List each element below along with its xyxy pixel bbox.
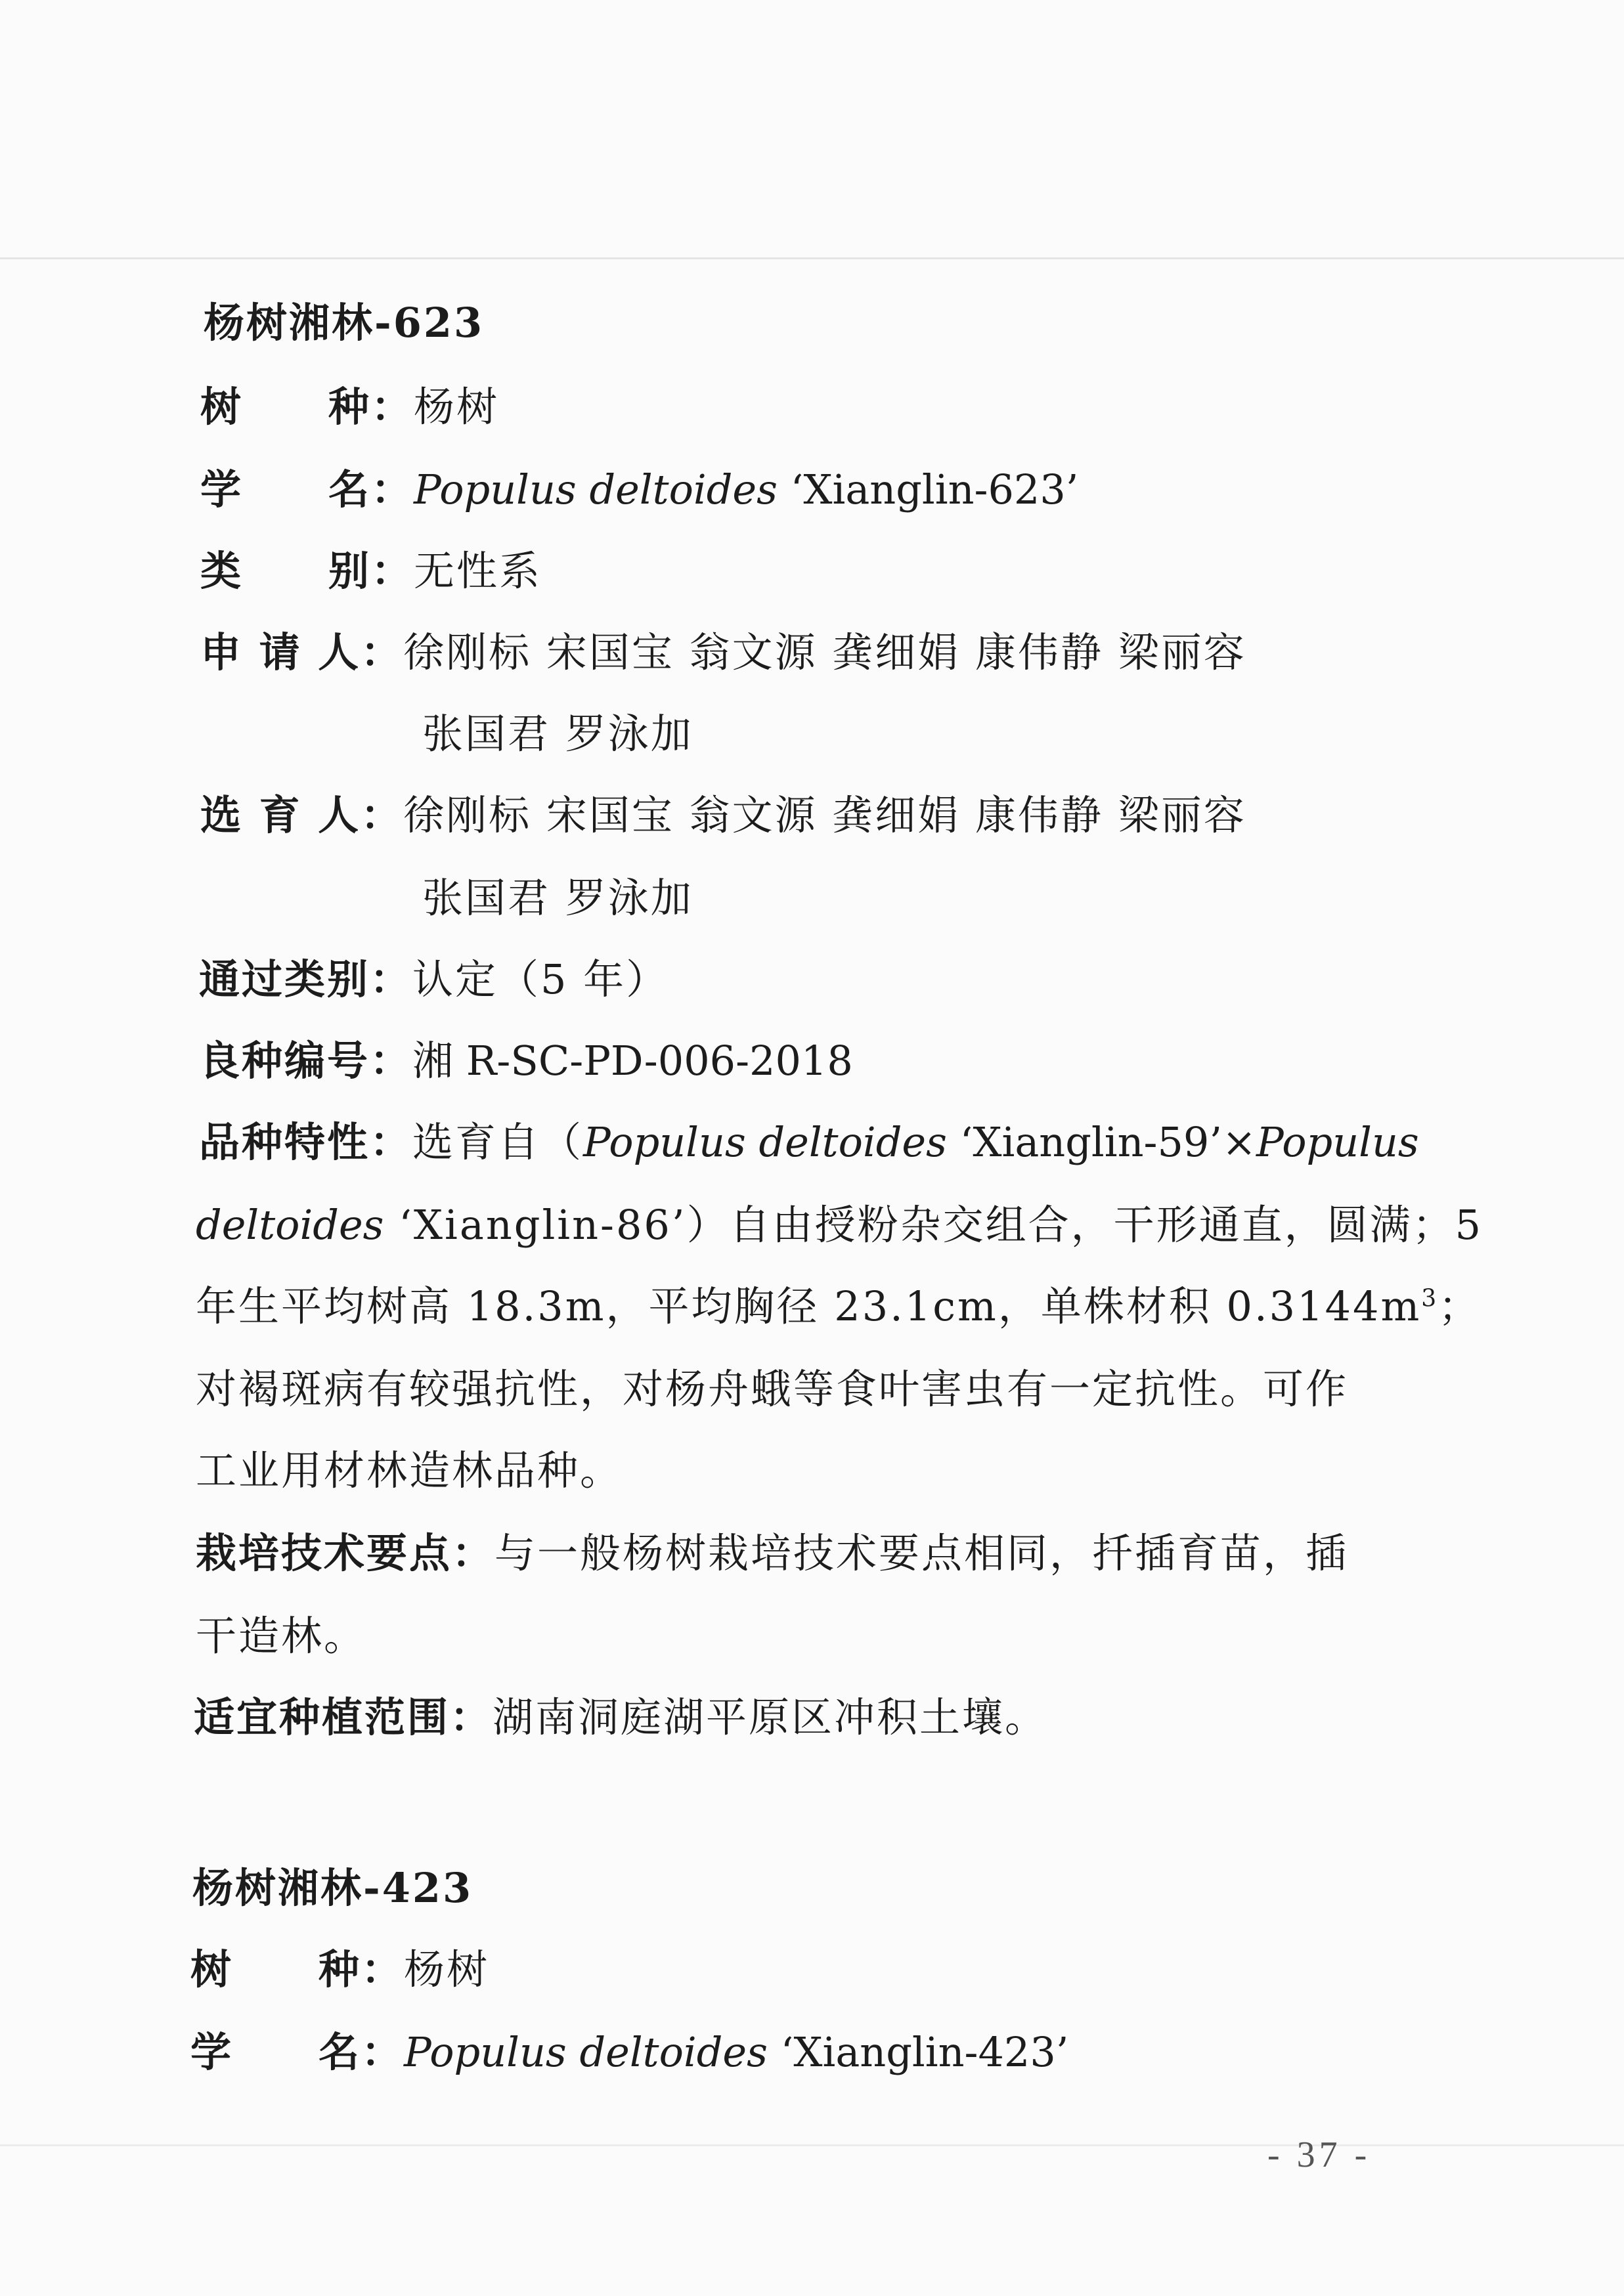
entry1-category-row [200, 545, 542, 597]
scan-line-bottom [0, 2144, 1624, 2146]
entry1-sci-row [200, 464, 1079, 516]
entry1-traits-l1-b: Populus deltoides [583, 1118, 947, 1166]
entry1-title: 杨树湘林-623 [204, 299, 485, 347]
entry1-breeder-line2: 张国君 罗泳加 [422, 874, 693, 922]
entry1-species-row [200, 381, 499, 433]
entry2-species-row [190, 1943, 489, 1996]
page-number: - 37 - [1267, 2134, 1371, 2175]
entry2-title: 杨树湘林-423 [192, 1864, 473, 1912]
entry1-cultivation-label: 栽培技术要点： [196, 1529, 495, 1577]
entry1-traits-l3-a: 年生平均树高 18.3m，平均胸径 23.1cm，单株材积 0.3144m [196, 1282, 1422, 1330]
entry2-sci-cultivar: ‘Xianglin-423’ [767, 2028, 1069, 2076]
entry1-traits-l1-d: Populus [1256, 1118, 1419, 1166]
entry1-species-label: 树 种： [200, 383, 414, 431]
entry1-traits-row [199, 1116, 1419, 1169]
entry1-category-value: 无性系 [414, 547, 542, 595]
entry1-code-label: 良种编号： [199, 1037, 413, 1085]
scan-line-top [0, 257, 1624, 259]
entry1-traits-line5: 工业用材林造林品种。 [196, 1446, 623, 1494]
entry1-applicant-line2: 张国君 罗泳加 [422, 710, 693, 758]
entry1-breeder-line1: 徐刚标 宋国宝 翁文源 龚细娟 康伟静 梁丽容 [403, 791, 1246, 839]
entry1-category-label: 类 别： [200, 547, 414, 595]
entry1-breeder-label: 选 育 人： [200, 791, 404, 839]
entry2-sci-label: 学 名： [190, 2028, 405, 2076]
entry2-sci-row [190, 2026, 1069, 2079]
entry1-applicant-label: 申 请 人： [200, 628, 404, 676]
entry1-approval-row [199, 953, 669, 1006]
entry1-code-value: 湘 R-SC-PD-006-2018 [412, 1037, 853, 1085]
entry2-sci-genus: Populus deltoides [404, 2028, 768, 2076]
entry1-approval-label: 通过类别： [199, 955, 413, 1003]
entry1-sci-label: 学 名： [200, 466, 414, 513]
entry1-cultivation-line2: 干造林。 [196, 1612, 367, 1660]
entry1-breeder-row [200, 789, 1246, 842]
entry1-traits-l3-sup: 3 [1421, 1285, 1439, 1312]
entry2-species-value: 杨树 [404, 1945, 490, 1993]
entry1-species-value: 杨树 [414, 383, 500, 431]
entry1-sci-cultivar: ‘Xianglin-623’ [777, 466, 1079, 513]
entry1-traits-l1-a: 选育自（ [412, 1118, 584, 1166]
entry1-applicant-line1: 徐刚标 宋国宝 翁文源 龚细娟 康伟静 梁丽容 [403, 628, 1246, 676]
entry1-approval-value: 认定（5 年） [412, 955, 669, 1003]
entry1-traits-l2-b: ‘Xianglin-86’）自由授粉杂交组合，干形通直，圆满；5 [384, 1201, 1483, 1249]
entry1-applicant-row [200, 626, 1246, 679]
entry1-traits-l1-c: ‘Xianglin-59’× [946, 1118, 1257, 1166]
entry1-sci-genus: Populus deltoides [414, 466, 778, 513]
entry1-cultivation-row [196, 1527, 1348, 1580]
entry1-code-row [199, 1035, 853, 1087]
entry1-traits-line2 [196, 1199, 1483, 1251]
entry1-cultivation-l1: 与一般杨树栽培技术要点相同，扦插育苗，插 [494, 1529, 1349, 1577]
entry1-traits-l3-b: ； [1438, 1282, 1481, 1330]
entry1-range-value: 湖南洞庭湖平原区冲积土壤。 [493, 1693, 1048, 1741]
entry1-range-row [194, 1691, 1047, 1744]
entry1-traits-line4: 对褐斑病有较强抗性，对杨舟蛾等食叶害虫有一定抗性。可作 [196, 1365, 1349, 1413]
entry1-traits-l2-a: deltoides [196, 1201, 384, 1249]
entry1-traits-line3 [196, 1280, 1481, 1333]
entry1-traits-label: 品种特性： [199, 1118, 413, 1166]
entry2-species-label: 树 种： [190, 1945, 405, 1993]
entry1-range-label: 适宜种植范围： [194, 1693, 493, 1741]
